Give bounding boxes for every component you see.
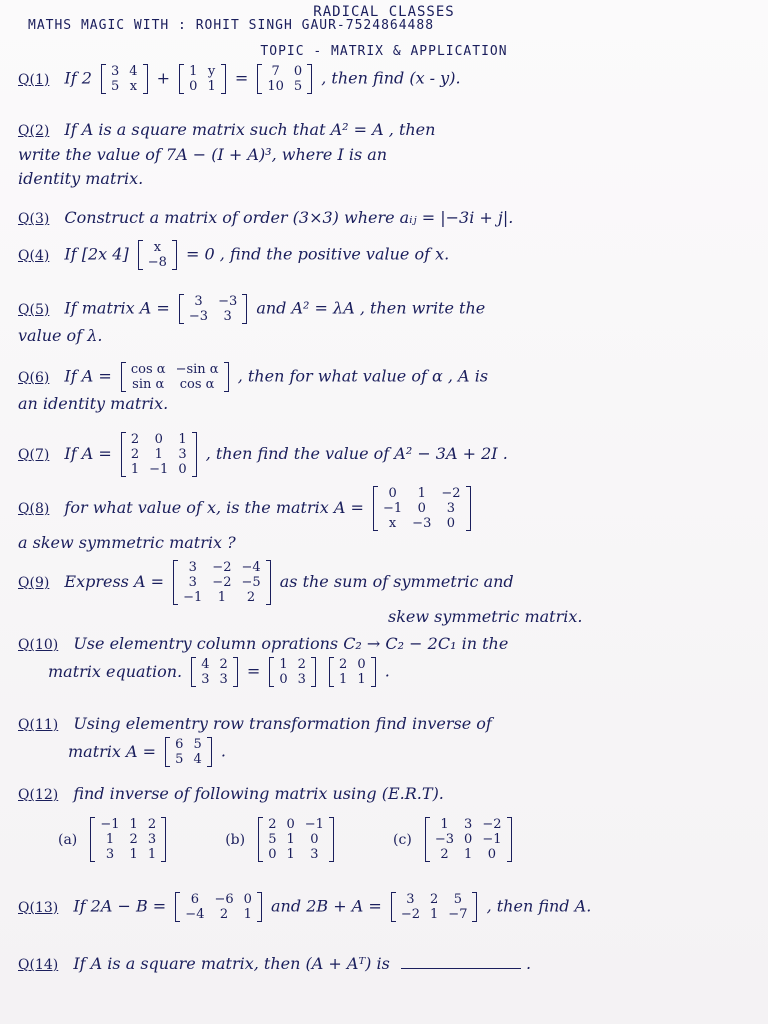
question-9: Q(9) Express A = 3 −2 −4 3 −2 −5 −1 1 2 as the sum of symmetric and skew symmetric matrix.: [18, 560, 583, 626]
matrix-cell: 0: [446, 516, 456, 531]
matrix-cell: −1: [482, 832, 502, 847]
matrix-cell: −1: [100, 817, 120, 832]
matrix-row: [180, 892, 257, 907]
matrix-cell: 3: [111, 64, 120, 79]
matrix-row: [170, 737, 207, 752]
matrix-cell: 5: [193, 737, 202, 752]
matrix-row: [95, 832, 161, 847]
question-number: Q(11): [18, 717, 59, 733]
matrix-cell: −5: [241, 575, 261, 590]
matrix-row: [262, 79, 307, 94]
matrix-cell: 1: [430, 907, 439, 922]
matrix-cell: 0: [417, 501, 426, 516]
matrix-cell: 1: [129, 817, 138, 832]
matrix-row: [126, 432, 192, 447]
matrix-cell: 1: [217, 590, 227, 605]
matrix-cell: −6: [214, 892, 234, 907]
matrix-cell: 1: [286, 832, 295, 847]
matrix-cell: 1: [178, 432, 187, 447]
matrix-cell: −2: [482, 817, 502, 832]
matrix-cell: 1: [279, 657, 288, 672]
question-5: Q(5) If matrix A = 3 −3 −3 3 and A² = λA , then write the value of λ.: [18, 294, 486, 345]
matrix-cell: 1: [129, 847, 138, 862]
matrix-row: [170, 752, 207, 767]
matrix-row: [196, 657, 233, 672]
matrix: [257, 64, 312, 94]
matrix: [175, 892, 262, 922]
matrix-cell: −2: [441, 486, 461, 501]
matrix-row: [263, 847, 329, 862]
matrix-cell: 0: [286, 817, 295, 832]
matrix: [173, 560, 271, 605]
matrix-cell: 1: [339, 672, 348, 687]
matrix-cell: 1: [243, 907, 252, 922]
matrix: [121, 432, 197, 477]
matrix-row: [95, 817, 161, 832]
matrix-cell: 2: [129, 832, 138, 847]
matrix-cell: 3: [219, 672, 228, 687]
matrix-row: [106, 64, 143, 79]
matrix-row: [262, 64, 307, 79]
matrix-row: [334, 657, 371, 672]
matrix-b-group: (b) 2 0 −1 5 1 0 0 1 3: [225, 817, 338, 862]
question-12: Q(12) find inverse of following matrix using (E.R.T). (a) −1 1 2 1 2 3 3 1 1 (b) 2 0 −1 5 1 0 0 1 3 (c) 1 3 −2 −3 0 −1 2 1 0: [18, 782, 753, 862]
matrix: [179, 64, 226, 94]
question-number: Q(12): [18, 787, 59, 803]
matrix-cell: 1: [147, 847, 157, 862]
matrix-cell: 2: [430, 892, 439, 907]
question-2: Q(2) If A is a square matrix such that A² = A , then write the value of 7A − (I + A)³, where I is an identity matrix.: [18, 120, 436, 188]
question-7: Q(7) If A = 2 0 1 2 1 3 1 −1 0 , then find the value of A² − 3A + 2I .: [18, 432, 508, 477]
matrix-row: [126, 447, 192, 462]
matrix-row: [274, 672, 311, 687]
matrix-row: [178, 590, 266, 605]
matrix: [425, 817, 512, 862]
matrix-row: [106, 79, 143, 94]
matrix-cell: −2: [400, 907, 421, 922]
question-4: Q(4) If [2x 4] x −8 = 0 , find the positive value of x.: [18, 240, 450, 270]
question-11: Q(11) Using elementry row transformation find inverse of matrix A = 6 5 5 4 .: [18, 714, 492, 767]
question-10: Q(10) Use elementry column oprations C₂ → C₂ − 2C₁ in the matrix equation. 4 2 3 3 = 1 2 0 3 2 0 1 1 .: [18, 634, 509, 687]
matrix-cell: 3: [446, 501, 456, 516]
matrix-cell: −3: [434, 832, 455, 847]
matrix-cell: 6: [190, 892, 200, 907]
matrix-cell: 3: [188, 560, 197, 575]
matrix-cell: 1: [440, 817, 449, 832]
question-number: Q(2): [18, 123, 50, 139]
matrix-row: [178, 575, 266, 590]
matrix-cell: 5: [268, 832, 277, 847]
matrix-row: [263, 832, 329, 847]
question-6: Q(6) If A = cos α −sin α sin α cos α , then for what value of α , A is an identity matrix.: [18, 362, 489, 413]
matrix: [165, 737, 212, 767]
matrix: [258, 817, 334, 862]
matrix-row: [378, 501, 466, 516]
matrix-row: [274, 657, 311, 672]
matrix-cell: −7: [448, 907, 468, 922]
question-number: Q(3): [18, 211, 50, 227]
matrix-cell: −1: [183, 590, 203, 605]
matrix-cell: 1: [357, 672, 366, 687]
matrix: [269, 657, 316, 687]
question-1: Q(1) If 2 3 4 5 x + 1 y 0 1 = 7 0 10 5 , then find (x - y).: [18, 64, 461, 94]
matrix-cell: 3: [105, 847, 115, 862]
matrix-cell: −4: [241, 560, 261, 575]
matrix-cell: 1: [105, 832, 115, 847]
question-number: Q(8): [18, 501, 50, 517]
matrix-cell: 3: [223, 309, 232, 324]
matrix: [138, 240, 177, 270]
matrix: [90, 817, 166, 862]
matrix-cell: 3: [188, 575, 197, 590]
matrix-cell: 0: [154, 432, 163, 447]
matrix: [373, 486, 471, 531]
matrix-cell: 1: [464, 847, 473, 862]
matrix-row: [126, 377, 224, 392]
matrix-cell: cos α: [179, 377, 215, 392]
matrix-row: [430, 847, 507, 862]
matrix-cell: 3: [297, 672, 306, 687]
matrix-cell: x: [388, 516, 397, 531]
matrix-cell: x: [153, 240, 162, 255]
matrix-cell: −8: [147, 255, 167, 270]
matrix-row: [126, 462, 192, 477]
matrix-row: [263, 817, 329, 832]
matrix-cell: 0: [189, 79, 198, 94]
matrix-cell: 0: [279, 672, 288, 687]
matrix-cell: 3: [406, 892, 415, 907]
topic-heading: TOPIC - MATRIX & APPLICATION: [260, 44, 508, 59]
matrix-row: [143, 255, 172, 270]
matrix-cell: 2: [268, 817, 277, 832]
matrix-cell: 2: [130, 432, 140, 447]
matrix-row: [430, 832, 507, 847]
matrix-row: [196, 672, 233, 687]
question-number: Q(7): [18, 447, 50, 463]
matrix: [121, 362, 229, 392]
matrix: [191, 657, 238, 687]
matrix-cell: 2: [339, 657, 348, 672]
matrix-cell: 1: [189, 64, 198, 79]
question-13: Q(13) If 2A − B = 6 −6 0 −4 2 1 and 2B + A = 3 2 5 −2 1 −7 , then find A.: [18, 892, 592, 922]
matrix-cell: cos α: [130, 362, 166, 377]
matrix-row: [184, 79, 221, 94]
matrix-cell: 2: [297, 657, 306, 672]
matrix-cell: x: [129, 79, 138, 94]
matrix-cell: 5: [111, 79, 120, 94]
matrix-cell: −1: [383, 501, 403, 516]
matrix-cell: 2: [219, 657, 228, 672]
matrix-cell: 1: [417, 486, 426, 501]
matrix-cell: 1: [207, 79, 216, 94]
question-3: Q(3) Construct a matrix of order (3×3) where aᵢⱼ = |−3i + j|.: [18, 208, 514, 227]
question-number: Q(10): [18, 637, 59, 653]
matrix-a-group: (a) −1 1 2 1 2 3 3 1 1: [58, 817, 170, 862]
matrix-cell: 1: [130, 462, 140, 477]
matrix-cell: 1: [286, 847, 295, 862]
matrix-cell: 10: [267, 79, 284, 94]
matrix-cell: 2: [219, 907, 229, 922]
matrix: [101, 64, 148, 94]
matrix-cell: 2: [147, 817, 157, 832]
matrix: [329, 657, 376, 687]
question-number: Q(14): [18, 957, 59, 973]
matrix-cell: −3: [188, 309, 209, 324]
matrix-cell: 5: [175, 752, 184, 767]
matrix-row: [126, 362, 224, 377]
question-number: Q(1): [18, 71, 50, 88]
matrix-cell: 0: [243, 892, 252, 907]
matrix-cell: 4: [129, 64, 138, 79]
matrix-cell: 6: [175, 737, 184, 752]
matrix-row: [178, 560, 266, 575]
matrix-row: [396, 892, 473, 907]
answer-blank[interactable]: [401, 968, 521, 969]
matrix-cell: y: [207, 64, 216, 79]
matrix-cell: 0: [464, 832, 473, 847]
question-14: Q(14) If A is a square matrix, then (A + Aᵀ) is .: [18, 954, 532, 973]
question-number: Q(5): [18, 301, 50, 318]
matrix-cell: −4: [185, 907, 205, 922]
matrix-row: [378, 486, 466, 501]
matrix-cell: 3: [147, 832, 157, 847]
matrix-cell: 2: [130, 447, 140, 462]
matrix-cell: 7: [271, 64, 280, 79]
matrix-cell: 0: [268, 847, 277, 862]
matrix-cell: −2: [212, 560, 232, 575]
matrix-cell: −1: [304, 817, 324, 832]
matrix-row: [396, 907, 473, 922]
question-number: Q(13): [18, 899, 59, 916]
matrix-cell: 0: [487, 847, 497, 862]
matrix-cell: 2: [246, 590, 256, 605]
matrix-row: [334, 672, 371, 687]
matrix-cell: 4: [193, 752, 202, 767]
question-number: Q(9): [18, 575, 50, 591]
matrix-cell: −3: [218, 294, 238, 309]
matrix-row: [184, 64, 221, 79]
matrix-cell: −1: [149, 462, 169, 477]
matrix: [179, 294, 247, 324]
matrix-cell: 3: [178, 447, 187, 462]
matrix-cell: 0: [293, 64, 303, 79]
matrix-cell: −3: [412, 516, 432, 531]
matrix-cell: 0: [178, 462, 187, 477]
matrix-cell: 2: [440, 847, 449, 862]
matrix-cell: 5: [293, 79, 303, 94]
page-subtitle: MATHS MAGIC WITH : ROHIT SINGH GAUR-7524864488: [28, 18, 435, 33]
matrix-row: [430, 817, 507, 832]
page-title: RADICAL CLASSES: [313, 4, 455, 20]
matrix-cell: 3: [194, 294, 203, 309]
matrix-row: [184, 309, 242, 324]
matrix-cell: 3: [464, 817, 473, 832]
matrix-cell: 0: [388, 486, 397, 501]
matrix-cell: 0: [357, 657, 366, 672]
question-8: Q(8) for what value of x, is the matrix A = 0 1 −2 −1 0 3 x −3 0 a skew symmetric matrix ?: [18, 486, 753, 555]
matrix-cell: 1: [154, 447, 163, 462]
matrix: [391, 892, 478, 922]
matrix-row: [95, 847, 161, 862]
matrix-cell: 4: [201, 657, 210, 672]
matrix-row: [184, 294, 242, 309]
matrix-cell: 3: [310, 847, 319, 862]
matrix-cell: −2: [212, 575, 232, 590]
matrix-c-group: (c) 1 3 −2 −3 0 −1 2 1 0: [393, 817, 515, 862]
matrix-row: [143, 240, 172, 255]
matrix-cell: −sin α: [175, 362, 219, 377]
matrix-row: [180, 907, 257, 922]
matrix-cell: 3: [201, 672, 210, 687]
question-number: Q(6): [18, 369, 50, 386]
matrix-row: [378, 516, 466, 531]
matrix-cell: sin α: [132, 377, 165, 392]
matrix-cell: 0: [310, 832, 319, 847]
matrix-cell: 5: [453, 892, 463, 907]
question-number: Q(4): [18, 247, 50, 264]
